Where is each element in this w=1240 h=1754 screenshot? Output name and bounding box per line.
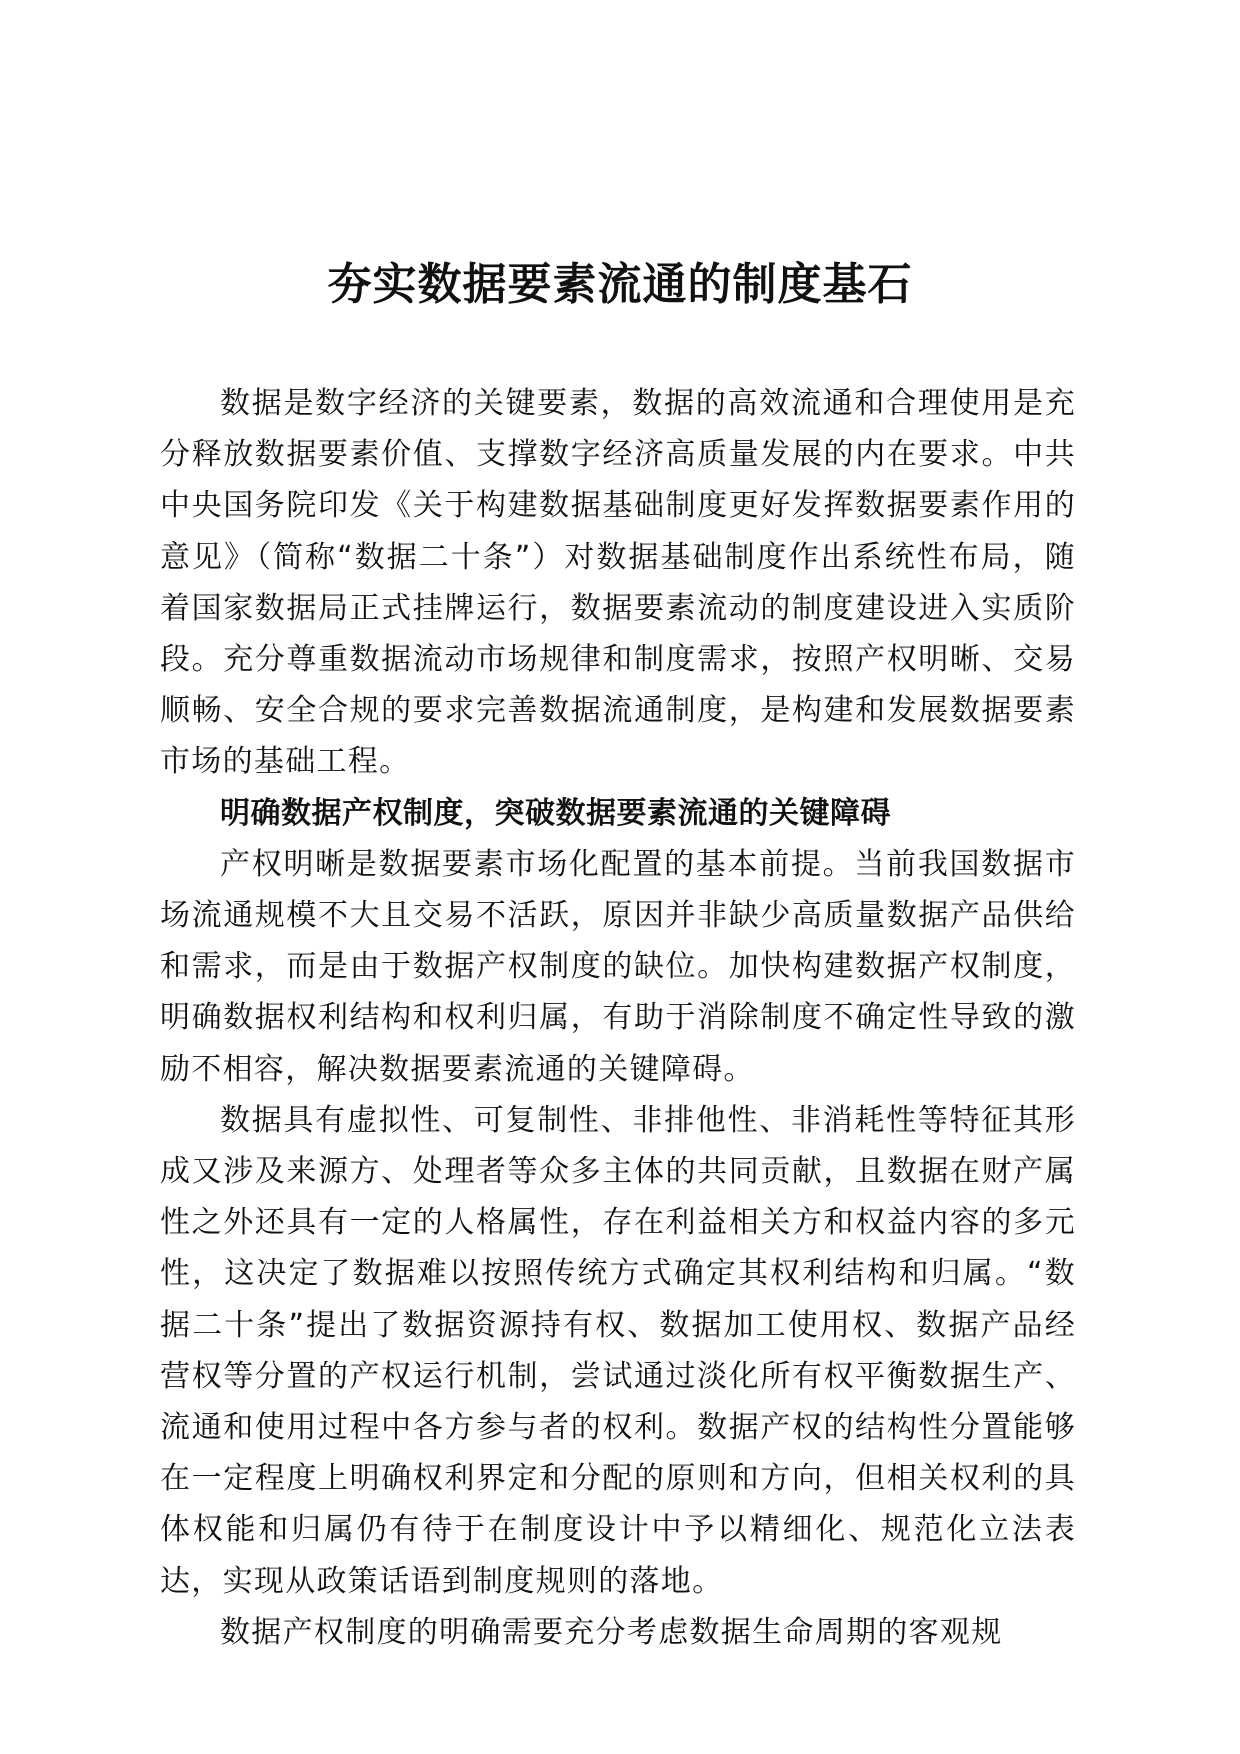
paragraph-lifecycle: 数据产权制度的明确需要充分考虑数据生命周期的客观规 xyxy=(220,1614,1003,1650)
paragraph-property-rights: 产权明晰是数据要素市场化配置的基本前提。当前我国数据市场流通规模不大且交易不活跃，原因并非缺少高质量数据产品供给和需求，而是由于数据产权制度的缺位。加快构建数据产权制度，明确数据权利结构和权利归属，有助于消除制度不确定性导致的激励不相容，解决数据要素流通的关键障碍。 xyxy=(160,846,1076,1087)
section-heading: 明确数据产权制度，突破数据要素流通的关键障碍 xyxy=(220,795,891,831)
paragraph-data-characteristics: 数据具有虚拟性、可复制性、非排他性、非消耗性等特征其形成又涉及来源方、处理者等众多主体的共同贡献，且数据在财产属性之外还具有一定的人格属性，存在利益相关方和权益内容的多元性，这决定了数据难以按照传统方式确定其权利结构和归属。“数据二十条”提出了数据资源持有权、数据加工使用权、数据产品经营权等分置的产权运行机制，尝试通过淡化所有权平衡数据生产、流通和使用过程中各方参与者的权利。数据产权的结构性分置能够在一定程度上明确权利界定和分配的原则和方向，但相关权利的具体权能和归属仍有待于在制度设计中予以精细化、规范化立法表达，实现从政策话语到制度规则的落地。 xyxy=(160,1102,1076,1599)
document-title: 夯实数据要素流通的制度基石 xyxy=(327,259,913,310)
paragraph-intro: 数据是数字经济的关键要素，数据的高效流通和合理使用是充分释放数据要素价值、支撑数字经济高质量发展的内在要求。中共中央国务院印发《关于构建数据基础制度更好发挥数据要素作用的意见》（简称“数据二十条”）对数据基础制度作出系统性布局，随着国家数据局正式挂牌运行，数据要素流动的制度建设进入实质阶段。充分尊重数据流动市场规律和制度需求，按照产权明晰、交易顺畅、安全合规的要求完善数据流通制度，是构建和发展数据要素市场的基础工程。 xyxy=(160,386,1076,780)
document-body xyxy=(160,378,1076,1658)
